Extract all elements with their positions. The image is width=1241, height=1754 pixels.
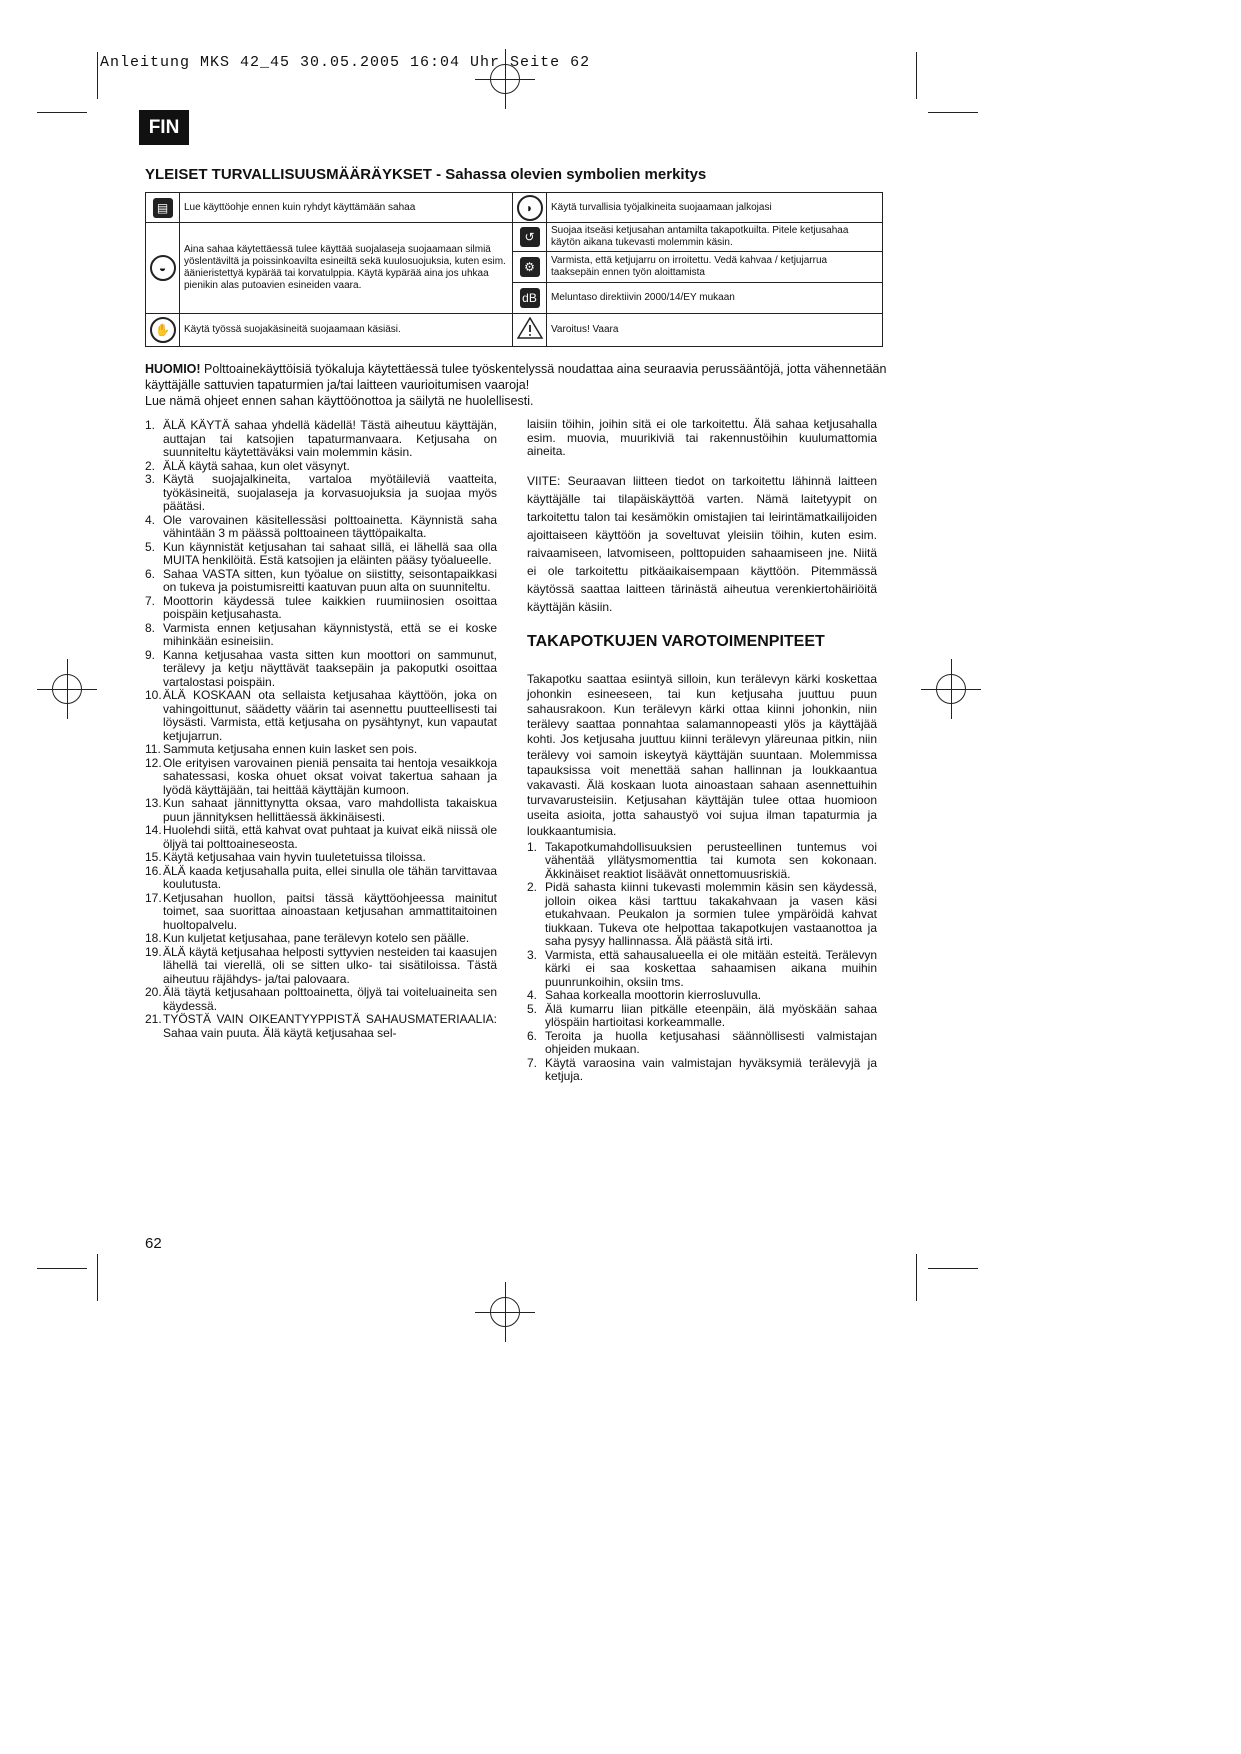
item-text: TYÖSTÄ VAIN OIKEANTYYPPISTÄ SAHAUSMATERIAALIA: Sahaa vain puuta. Älä käytä ketjusahaa sel-: [163, 1012, 497, 1040]
item-text: Takapotkumahdollisuuksien perusteellinen tuntemus voi vähentää yllätysmomenttia tai kumota sen kokonaan. Äkkinäiset reaktiot lisäävät onnettomuusriskiä.: [545, 839, 877, 881]
item-number: 16.: [145, 863, 162, 878]
list-item: [145, 824, 497, 851]
item-text: ÄLÄ KÄYTÄ sahaa yhdellä kädellä! Tästä aiheutuu käyttäjän, auttajan tai katsojien tapaturmanvaara. Ketjusaha on suunniteltu käytettäväksi vain molemmin käsin.: [163, 418, 497, 459]
crop-mark: [97, 52, 98, 99]
item-text: Sammuta ketjusaha ennen kuin lasket sen pois.: [163, 742, 418, 756]
symbol-text: Varmista, että ketjujarru on irroitettu. Vedä kahvaa / ketjujarrua taaksepäin ennen työn aloittamista: [547, 252, 883, 283]
item-number: 11.: [145, 742, 161, 756]
item-number: 2.: [145, 458, 156, 473]
list-item: [145, 568, 497, 595]
crop-mark: [928, 112, 978, 113]
symbol-row: [146, 223, 883, 252]
crop-mark: [37, 112, 87, 113]
crop-mark: [97, 1254, 98, 1301]
crop-mark: [916, 52, 917, 99]
list-item: [145, 757, 497, 798]
item-number: 2.: [527, 880, 538, 895]
item-number: 1.: [527, 839, 538, 854]
item-number: 8.: [145, 620, 156, 635]
item-number: 17.: [145, 890, 162, 905]
item-number: 5.: [527, 1001, 538, 1016]
item-text: Älä täytä ketjusahaan polttoainetta, öljyä tai voiteluaineita sen käydessä.: [163, 985, 497, 1013]
crop-mark: [916, 1254, 917, 1301]
language-badge: FIN: [139, 110, 189, 145]
item-number: 13.: [145, 796, 162, 810]
item-text: Ole varovainen käsitellessäsi polttoainetta. Käynnistä saha vähintään 3 m päässä polttoaineen täyttöpaikalta.: [163, 512, 497, 540]
list-item: [145, 797, 497, 824]
crop-mark: [37, 1268, 87, 1269]
item-number: 7.: [527, 1055, 538, 1070]
list-item: [145, 851, 497, 865]
list-item: [527, 949, 877, 990]
list-item: [145, 1013, 497, 1040]
item-number: 6.: [145, 566, 156, 581]
list-item: [145, 514, 497, 541]
list-item: [145, 892, 497, 933]
registration-mark: [37, 659, 97, 719]
item-number: 5.: [145, 539, 156, 554]
list-item: [145, 595, 497, 622]
item-text: Varmista, että sahausalueella ei ole mitään esteitä. Terälevyn kärki ei saa koskettaa sahaamisen aikana muihin puunrunkoihin, oksiin tms.: [545, 947, 877, 989]
list-item: [145, 622, 497, 649]
item-number: 15.: [145, 850, 162, 864]
item-text: Sahaa korkealla moottorin kierrosluvulla.: [545, 988, 762, 1003]
symbol-row: [146, 193, 883, 223]
intro-paragraph: [145, 361, 887, 409]
warning-triangle-icon: [517, 317, 543, 339]
list-item: [145, 649, 497, 690]
item-number: 3.: [527, 947, 538, 962]
continuation-text: laisiin töihin, joihin sitä ei ole tarkoitettu. Älä sahaa ketjusahalla esim. muovia, muurikiviä tai rakennustöihin kuulumattomia aineita.: [527, 417, 877, 458]
item-text: Ketjusahan huollon, paitsi tässä käyttöohjeessa mainitut toimet, saa suorittaa ainoastaan ketjusahan ammattitaitoinen huoltopalvelu.: [163, 890, 497, 932]
list-item: [145, 986, 497, 1013]
viite-paragraph: VIITE: Seuraavan liitteen tiedot on tarkoitettu lähinnä laitteen käyttäjälle tai tilapäiskäyttöä varten. Nämä laitetyypit on tarkoitettu talon tai kesämökin omistajien tai leirintämatkailijoiden ajoittaiseen käyttöön ja soveltuvat yleisiin töihin, kuten esim. raivaamiseen, latvomiseen, polttopuiden sahaamiseen jne. Niitä ei ole tarkoitettu pitkäaikaisempaan käyttöön. Pitemmässä käytössä saattaa laitteen tärinästä aiheutua verenkiertohäiriöitä käyttäjän käsiin.: [527, 473, 877, 614]
item-text: Pidä sahasta kiinni tukevasti molemmin käsin sen käydessä, jolloin oikea käsi tarttuu takakahvaan ja vasen käsi etukahvaan. Peukalon ja sormien tulee ympäröidä kahvat tiukkaan. Tukeva ote helpottaa takapotkujen vastaanottoa ja saha pysyy hallinnassa. Älä päästä sitä irti.: [545, 880, 877, 949]
item-text: Moottorin käydessä tulee kaikkien ruumiinosien osoittaa poispäin ketjusahasta.: [163, 593, 497, 621]
item-number: 19.: [145, 944, 162, 959]
item-number: 14.: [145, 823, 162, 837]
print-header: Anleitung MKS 42_45 30.05.2005 16:04 Uhr Seite 62: [100, 54, 591, 71]
item-number: 20.: [145, 985, 162, 999]
page-title: YLEISET TURVALLISUUSMÄÄRÄYKSET - Sahassa olevien symbolien merkitys: [145, 166, 707, 183]
item-number: 21.: [145, 1012, 162, 1026]
list-item: [527, 1003, 877, 1030]
item-number: 12.: [145, 755, 162, 770]
symbol-text: Aina sahaa käytettäessä tulee käyttää suojalaseja suojaamaan silmiä yöslentäviltä ja poissinkoavilta esineiltä sekä kuulosuojuksia, kuten esim. äänieristettyä kypärää tai korvatulppia. Käytä kypärää aina jos uhkaa pienikin alas putoavien esineiden vaara.: [180, 223, 513, 314]
item-text: ÄLÄ kaada ketjusahalla puita, ellei sinulla ole tähän tarvittavaa koulutusta.: [163, 863, 497, 891]
chainsaw-icon: ⚙: [520, 257, 540, 277]
item-number: 10.: [145, 688, 162, 702]
registration-mark: [475, 1282, 535, 1342]
item-text: Käytä suojajalkineita, vartaloa myötäileviä vaatteita, työkäsineitä, suojalaseja ja korvasuojuksia ja suojaa myös päätäsi.: [163, 472, 497, 513]
list-item: [145, 932, 497, 946]
item-number: 4.: [527, 988, 538, 1003]
list-item: [527, 989, 877, 1003]
list-item: [145, 743, 497, 757]
safety-rules-list: [145, 419, 497, 1040]
registration-mark: [921, 659, 981, 719]
page-number: 62: [145, 1235, 162, 1252]
huomio-text: Polttoainekäyttöisiä työkaluja käytettäessä tulee työskentelyssä noudattaa aina seuraavia perussääntöjä, jotta vähennetään käyttäjälle sattuvien tapaturmien ja/tai laitteen vaurioitumisen vaaroja!: [145, 362, 887, 392]
item-number: 9.: [145, 647, 156, 662]
list-item: [145, 419, 497, 460]
item-number: 3.: [145, 472, 156, 486]
noise-label-icon: dB: [520, 288, 540, 308]
item-number: 7.: [145, 593, 156, 608]
item-text: Ole erityisen varovainen pieniä pensaita tai hentoja vesaikkoja sahatessasi, koska ohuet oksat voivat takertua sahaan ja lyödä käyttäjään, tai heittää käyttäjän kumoon.: [163, 755, 497, 797]
list-item: [145, 689, 497, 743]
list-item: [527, 841, 877, 882]
item-text: Käytä varaosina vain valmistajan hyväksymiä terälevyjä ja ketjuja.: [545, 1055, 877, 1084]
huomio-label: HUOMIO!: [145, 362, 201, 376]
list-item: [145, 865, 497, 892]
crop-mark: [928, 1268, 978, 1269]
item-number: 4.: [145, 512, 156, 527]
left-column: [145, 419, 497, 1040]
list-item: [527, 1030, 877, 1057]
item-number: 6.: [527, 1028, 538, 1043]
glove-icon: ✋: [150, 317, 176, 343]
item-text: Varmista ennen ketjusahan käynnistystä, että se ei koske mihinkään esineisiin.: [163, 620, 497, 648]
item-text: ÄLÄ käytä sahaa, kun olet väsynyt.: [163, 458, 350, 473]
list-item: [145, 460, 497, 474]
helmet-icon: ◒: [150, 255, 176, 281]
right-column: [527, 418, 877, 1084]
item-text: Huolehdi siitä, että kahvat ovat puhtaat ja kuivat eikä niissä ole öljyä tai polttoaineseosta.: [163, 823, 497, 851]
item-text: ÄLÄ KOSKAAN ota sellaista ketjusahaa käyttöön, joka on vahingoittunut, säädetty väärin tai asennettu puutteellisesti tai löysästi. Varmista, että ketjusaha on pysähtynyt, kun vapautat ketjujarrun.: [163, 688, 497, 743]
item-text: Teroita ja huolla ketjusahasi säännöllisesti valmistajan ohjeiden mukaan.: [545, 1028, 877, 1057]
symbol-text: Käytä työssä suojakäsineitä suojaamaan käsiäsi.: [180, 314, 513, 347]
symbol-text: Suojaa itseäsi ketjusahan antamilta takapotkuilta. Pitele ketjusahaa käytön aikana tukevasti molemmin käsin.: [547, 223, 883, 252]
item-number: 18.: [145, 931, 162, 945]
symbol-text: Varoitus! Vaara: [547, 314, 883, 347]
symbol-text: Lue käyttöohje ennen kuin ryhdyt käyttämään sahaa: [180, 193, 513, 223]
item-text: Älä kumarru liian pitkälle eteenpäin, älä myöskään sahaa ylöspäin hartioitasi korkeammalle.: [545, 1001, 877, 1030]
list-item: [527, 1057, 877, 1084]
kickback-list: [527, 841, 877, 1084]
list-item: [527, 881, 877, 949]
list-item: [145, 946, 497, 987]
item-number: 1.: [145, 418, 156, 432]
list-item: [145, 473, 497, 514]
boot-icon: ◗: [517, 195, 543, 221]
item-text: Kun kuljetat ketjusahaa, pane terälevyn kotelo sen päälle.: [163, 931, 470, 945]
item-text: Kun sahaat jännittynytta oksaa, varo mahdollista takaiskua puun jännityksen hellittäessä äkkinäisesti.: [163, 796, 497, 824]
symbol-text: Käytä turvallisia työjalkineita suojaamaan jalkojasi: [547, 193, 883, 223]
kickback-paragraph: Takapotku saattaa esiintyä silloin, kun terälevyn kärki koskettaa johonkin esineeseen, tai kun ketjusaha juuttuu puun sahausrakoon. Kun terälevyn kärki ottaa kiinni johonkin, niin terälevy saattaa ponnahtaa salamannopeasti ylös ja käyttäjää kohti. Jos ketjusaha juuttuu kiinni terälevyn yläreunaa pitkin, niin terälevy voi samoin iskeytyä käyttäjän suuntaan. Molemmissa tapauksissa voit menettää sahan hallinnan ja loukkaantua vakavasti. Älä koskaan luota ainoastaan sahaan asennettuihin turvavarusteisiin. Ketjusahan käyttäjän tulee ottaa huomioon useita asioita, jotta sahaustyö voi sujua ilman tapaturmia ja loukkaantumisia.: [527, 671, 877, 838]
section-heading: TAKAPOTKUJEN VAROTOIMENPITEET: [527, 632, 825, 650]
read-instructions-text: Lue nämä ohjeet ennen sahan käyttöönottoa ja säilytä ne huolellisesti.: [145, 394, 534, 408]
list-item: [145, 541, 497, 568]
kickback-icon: ↺: [520, 227, 540, 247]
item-text: Kanna ketjusahaa vasta sitten kun moottori on sammunut, terälevy ja ketju näyttävät taaksepäin ja pakoputki osoittaa vartalostasi poispäin.: [163, 647, 497, 689]
item-text: ÄLÄ käytä ketjusahaa helposti syttyvien nesteiden tai kaasujen lähellä tai vierellä, oli se sitten ulko- tai sisätiloissa. Tästä aiheutuu räjähdys- ja/tai palovaara.: [163, 944, 497, 986]
symbol-row: [146, 314, 883, 347]
book-icon: ▤: [153, 198, 173, 218]
item-text: Käytä ketjusahaa vain hyvin tuuletetuissa tiloissa.: [163, 850, 426, 864]
item-text: Sahaa VASTA sitten, kun työalue on siistitty, seisontapaikkasi on tukeva ja poistumisreitti kaatuvan puun alta on suunniteltu.: [163, 566, 497, 594]
symbol-text: Meluntaso direktiivin 2000/14/EY mukaan: [547, 283, 883, 314]
item-text: Kun käynnistät ketjusahan tai sahaat sillä, ei lähellä saa olla MUITA henkilöitä. Estä katsojien ja eläinten pääsy työalueelle.: [163, 539, 497, 567]
symbol-table: [145, 192, 883, 347]
